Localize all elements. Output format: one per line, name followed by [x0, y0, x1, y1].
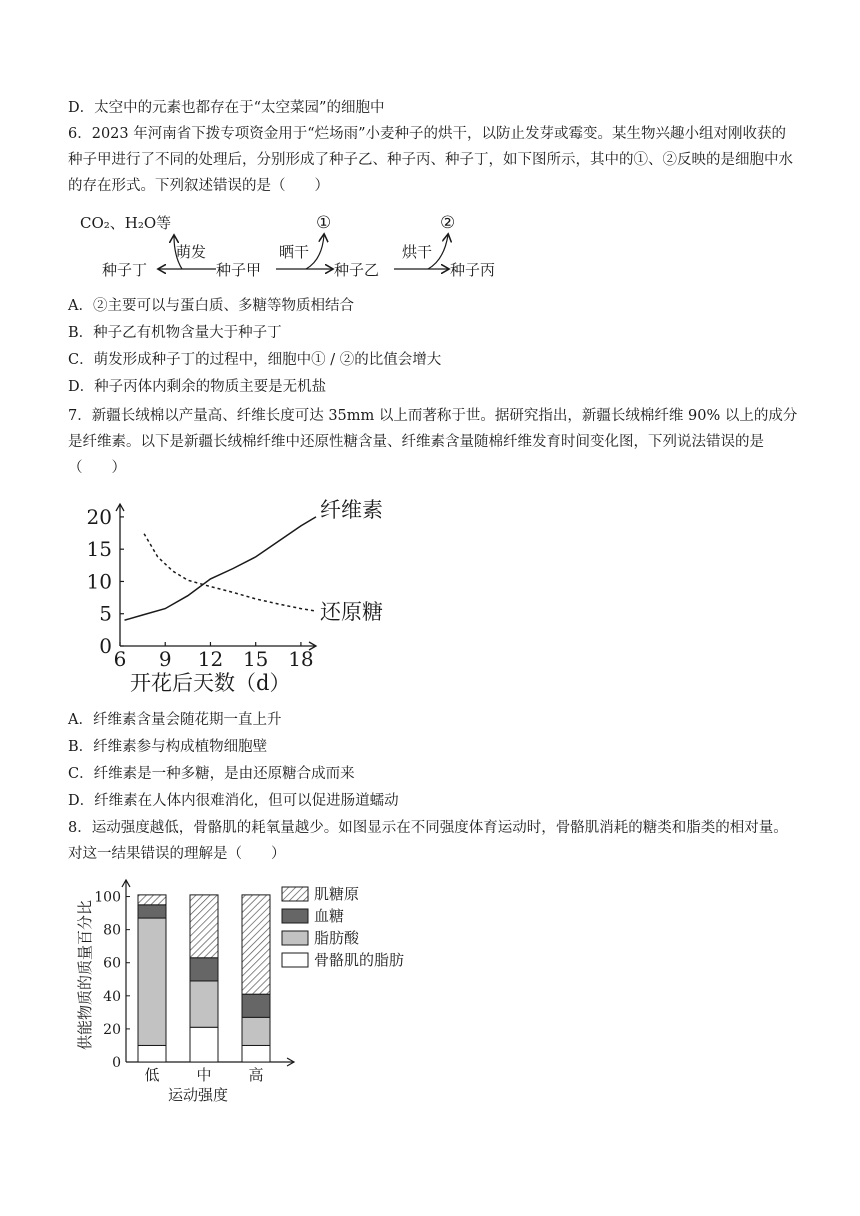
- bar-segment-2: [242, 994, 270, 1017]
- bar-segment-0: [138, 918, 166, 1045]
- bar-segment-0: [138, 895, 166, 905]
- chart2-y-tick-label: 60: [103, 955, 121, 972]
- bar-segment-1: [190, 1027, 218, 1062]
- cellulose-line: [125, 517, 317, 620]
- chart1-y-tick-label: 5: [99, 601, 112, 626]
- bar-segment-1: [190, 958, 218, 981]
- germinate-label: 萌发: [176, 243, 207, 261]
- chart1-xlabel: 开花后天数（d）: [130, 671, 291, 695]
- q7-option-b: B．纤维素参与构成植物细胞壁: [68, 739, 268, 755]
- bar-segment-1: [190, 981, 218, 1027]
- chart1-x-tick-label: 9: [158, 647, 172, 671]
- chart2-y-label: 供能物质的质量百分比: [76, 899, 94, 1051]
- q7-option-c: C．纤维素是一种多糖，是由还原糖合成而来: [68, 766, 355, 782]
- chart2-y-tick-label: 0: [112, 1055, 121, 1071]
- q7-option-d: D．纤维素在人体内很难消化，但可以促进肠道蠕动: [68, 793, 399, 809]
- chart2-y-tick-label: 40: [103, 988, 121, 1005]
- bar-segment-2: [242, 895, 270, 994]
- chart2-category-label: 高: [248, 1066, 264, 1084]
- seed-bing-label: 种子丙: [450, 261, 496, 279]
- legend-label: 血糖: [314, 907, 345, 925]
- oven-dry-label: 烘干: [402, 243, 433, 261]
- reducing-sugar-line: [144, 534, 316, 611]
- chart2-y-tick-label: 100: [94, 889, 121, 906]
- seed-process-diagram: [70, 208, 520, 286]
- chart1-y-tick-label: 10: [86, 569, 112, 594]
- products-label: CO₂、H₂O等: [80, 214, 172, 232]
- chart2-y-tick-label: 20: [103, 1021, 121, 1038]
- chart1-x-tick-label: 6: [113, 647, 127, 671]
- q6-option-d: D．种子丙体内剩余的物质主要是无机盐: [68, 379, 327, 395]
- q6-stem: 6．2023 年河南省下拨专项资金用于“烂场雨”小麦种子的烘干，以防止发芽或霉变。某生物兴趣小组对刚收获的种子甲进行了不同的处理后，分别形成了种子乙、种子丙、种子丁，如下图所示，其中的①、②反映的是细胞中水的存在形式。下列叙述错误的是（ ）: [68, 126, 793, 194]
- chart2-category-label: 低: [144, 1066, 160, 1084]
- q5-option-d: D．太空中的元素也都存在于“太空菜园”的细胞中: [68, 100, 385, 116]
- chart1-y-tick-label: 0: [99, 634, 112, 658]
- bar-segment-0: [138, 905, 166, 918]
- q6-option-c: C．萌发形成种子丁的过程中，细胞中① / ②的比值会增大: [68, 352, 442, 368]
- bar-segment-2: [242, 1017, 270, 1045]
- q8-stem: 8．运动强度越低，骨骼肌的耗氧量越少。如图显示在不同强度体育运动时，骨骼肌消耗的糖类和脂类的相对量。对这一结果错误的理解是（ ）: [68, 820, 788, 862]
- legend-swatch: [282, 931, 308, 945]
- reducing-sugar-label: 还原糖: [320, 600, 383, 625]
- legend-swatch: [282, 953, 308, 967]
- cellulose-label: 纤维素: [320, 497, 383, 522]
- legend-label: 骨骼肌的脂肪: [314, 951, 405, 969]
- water-form-1-label: ①: [316, 213, 332, 233]
- chart1-y-tick-label: 15: [86, 537, 112, 562]
- legend-label: 脂肪酸: [314, 929, 360, 947]
- chart1-x-tick-label: 12: [197, 647, 224, 671]
- sun-dry-label: 晒干: [279, 243, 310, 261]
- bar-segment-0: [138, 1045, 166, 1062]
- cellulose-sugar-line-chart: [70, 492, 390, 702]
- q6-option-b: B．种子乙有机物含量大于种子丁: [68, 325, 282, 341]
- bar-segment-2: [242, 1045, 270, 1062]
- legend-label: 肌糖原: [314, 885, 360, 903]
- energy-source-stacked-bar-chart: [70, 872, 440, 1112]
- seed-jia-label: 种子甲: [216, 261, 262, 279]
- seed-ding-label: 种子丁: [102, 261, 148, 279]
- q7-stem: 7．新疆长绒棉以产量高、纤维长度可达 35mm 以上而著称于世。据研究指出，新疆长绒棉纤维 90% 以上的成分是纤维素。以下是新疆长绒棉纤维中还原性糖含量、纤维素含量随棉纤维发育时间变化图，下列说法错误的是（ ）: [68, 408, 798, 476]
- legend-swatch: [282, 887, 308, 901]
- chart2-x-label: 运动强度: [167, 1086, 229, 1104]
- q7-option-a: A．纤维素含量会随花期一直上升: [68, 712, 282, 728]
- q6-option-a: A．②主要可以与蛋白质、多糖等物质相结合: [68, 298, 354, 314]
- bar-segment-1: [190, 895, 218, 958]
- legend-swatch: [282, 909, 308, 923]
- chart2-category-label: 中: [196, 1066, 212, 1084]
- chart1-y-tick-label: 20: [86, 504, 112, 529]
- chart1-x-tick-label: 18: [288, 647, 314, 671]
- chart1-x-tick-label: 15: [242, 647, 269, 671]
- chart2-y-tick-label: 80: [103, 922, 121, 939]
- seed-yi-label: 种子乙: [334, 261, 380, 279]
- water-form-2-label: ②: [440, 213, 456, 233]
